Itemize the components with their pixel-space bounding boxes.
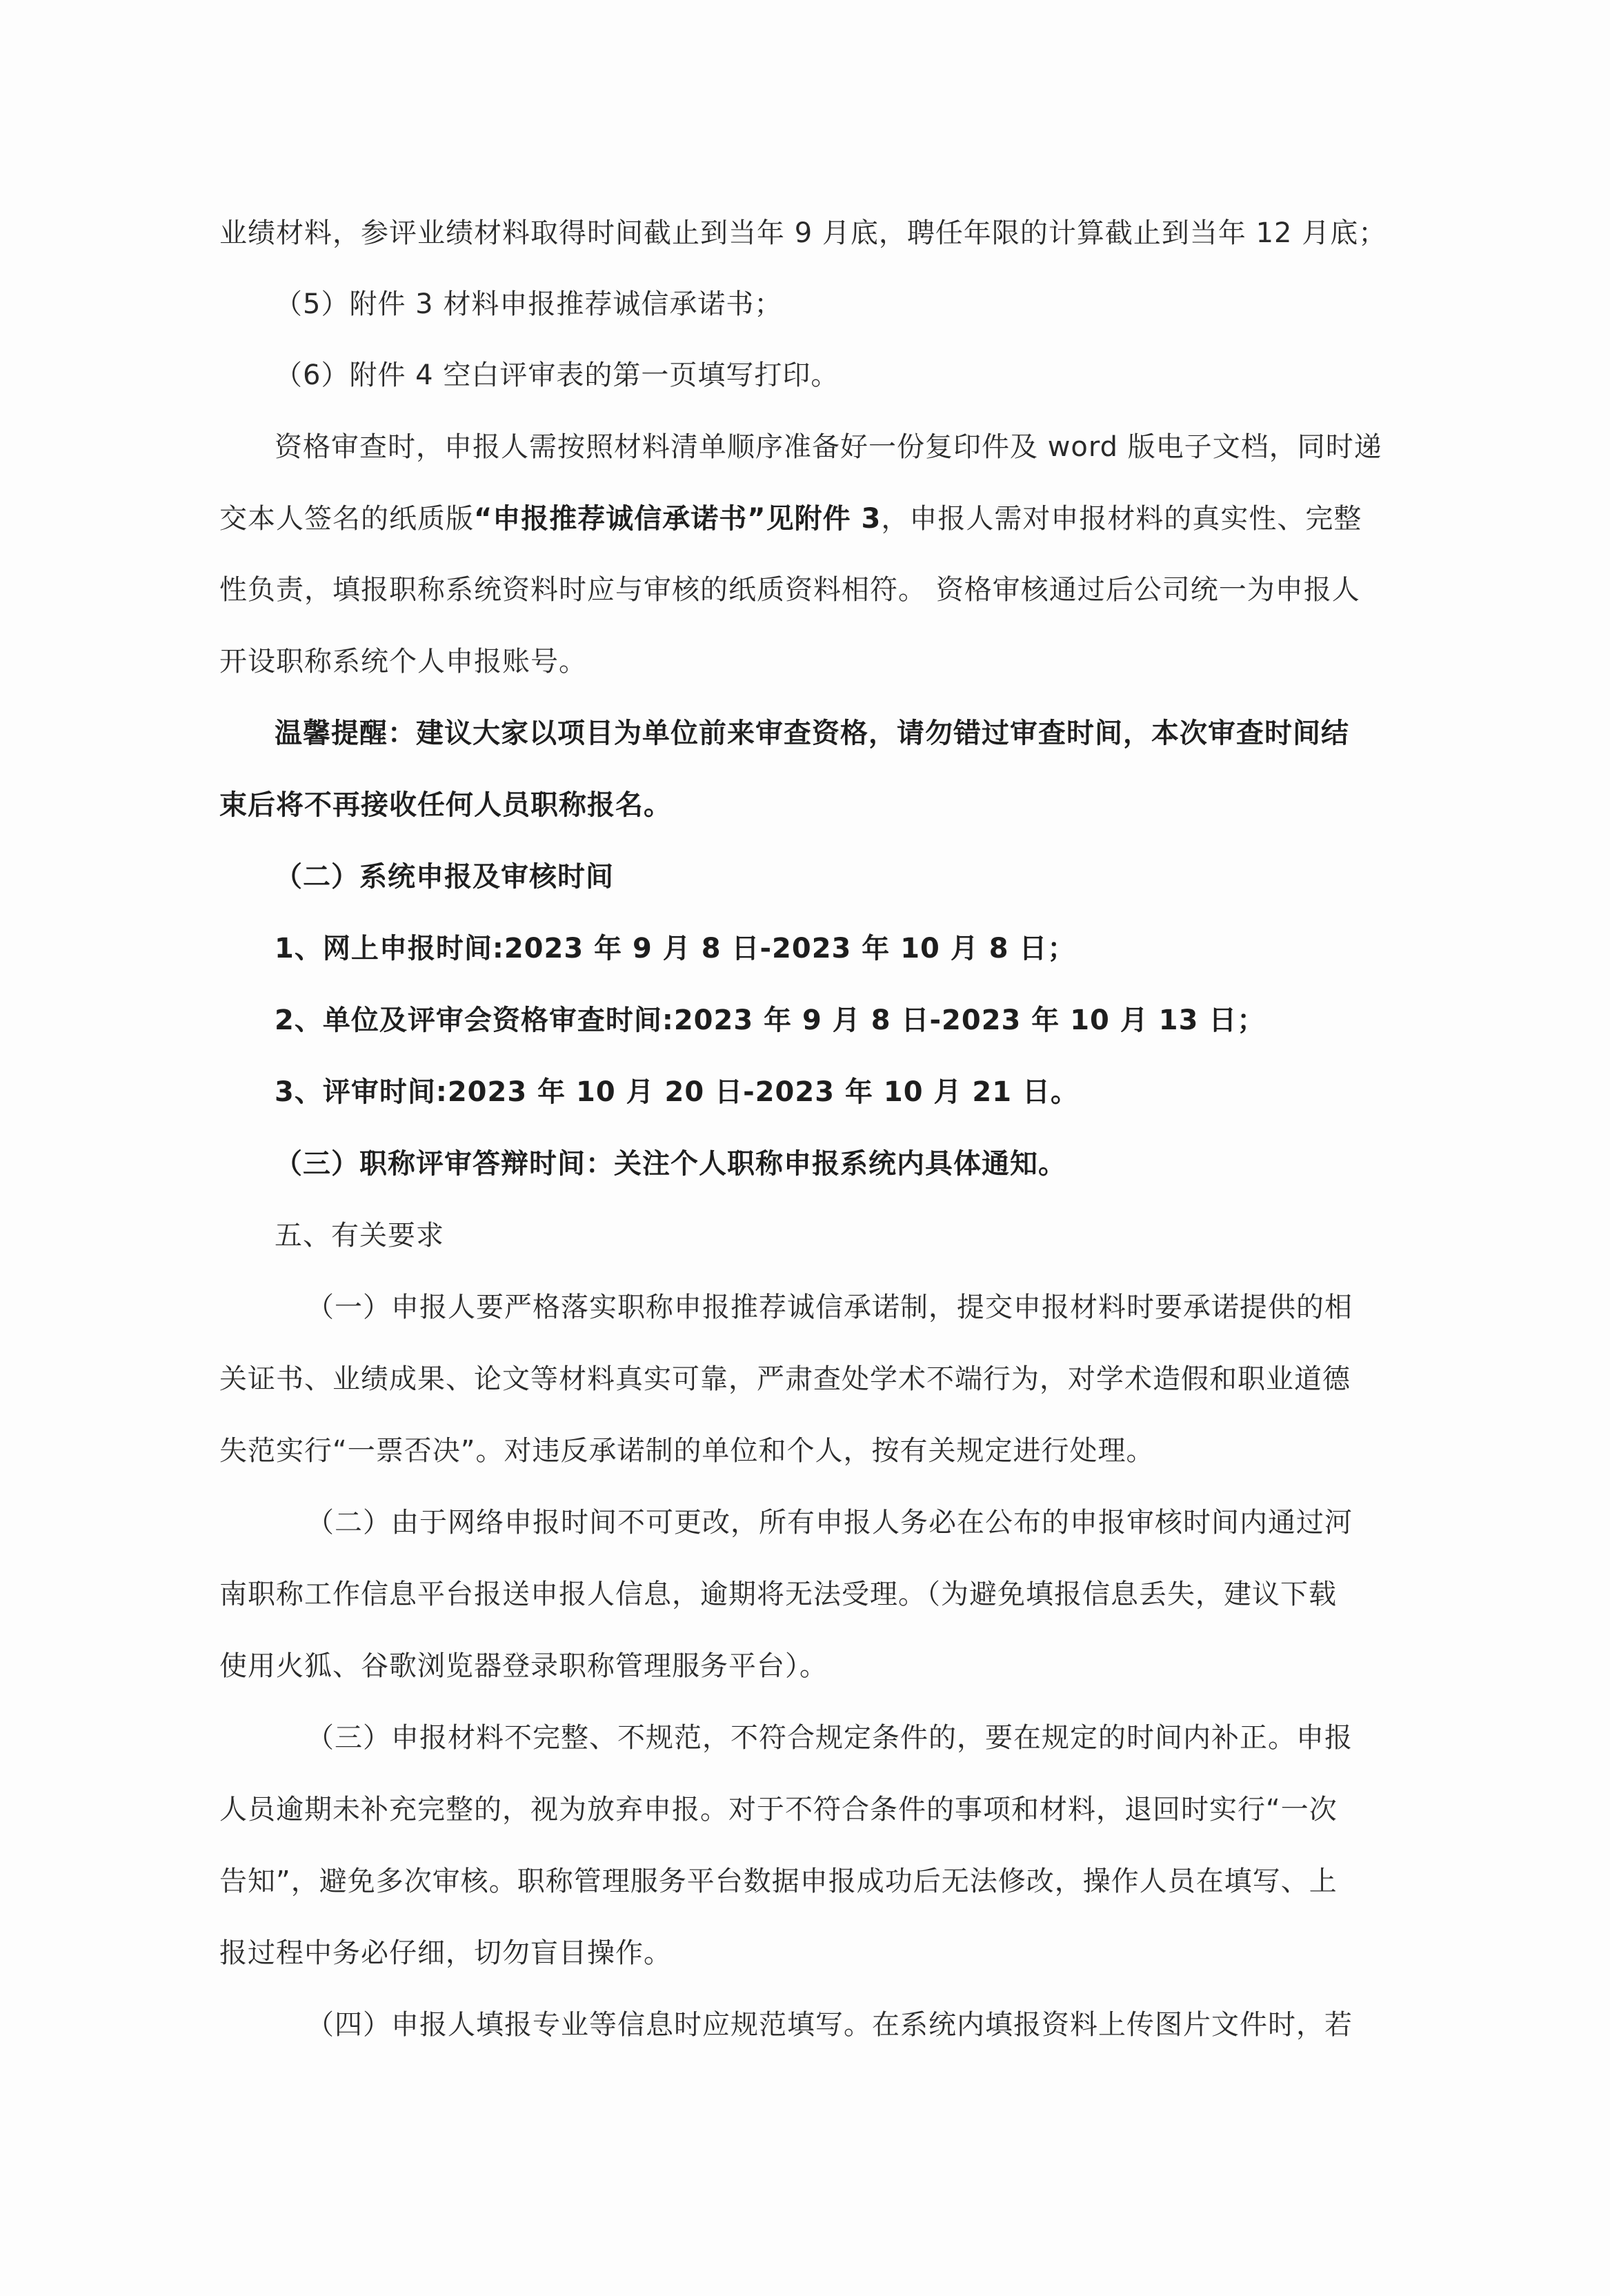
paragraph-line: （6）附件 4 空白评审表的第一页填写打印。 (275, 359, 839, 391)
section-heading: （三）职称评审答辩时间：关注个人职称申报系统内具体通知。 (275, 1148, 1066, 1180)
paragraph-line: 告知”，避免多次审核。职称管理服务平台数据申报成功后无法修改，操作人员在填写、上 (219, 1866, 1338, 1897)
reminder-line: 束后将不再接收任何人员职称报名。 (219, 789, 672, 821)
paragraph-line: （一）申报人要严格落实职称申报推荐诚信承诺制，提交申报材料时要承诺提供的相 (306, 1292, 1353, 1323)
section-heading: 五、有关要求 (275, 1220, 444, 1251)
paragraph-line: 关证书、业绩成果、论文等材料真实可靠，严肃查处学术不端行为，对学术造假和职业道德 (219, 1363, 1351, 1395)
paragraph-line: （四）申报人填报专业等信息时应规范填写。在系统内填报资料上传图片文件时，若 (306, 2009, 1353, 2041)
paragraph-line: 业绩材料，参评业绩材料取得时间截止到当年 9 月底，聘任年限的计算截止到当年 12 月底； (219, 217, 1387, 249)
line-text: 交本人签名的纸质版 (219, 503, 474, 535)
line-text: ，申报人需对申报材料的真实性、完整 (881, 503, 1362, 535)
paragraph-line: 资格审查时，申报人需按照材料清单顺序准备好一份复印件及 word 版电子文档，同时递 (275, 431, 1382, 463)
schedule-line: 1、网上申报时间:2023 年 9 月 8 日-2023 年 10 月 8 日； (275, 933, 1076, 964)
paragraph-line: 使用火狐、谷歌浏览器登录职称管理服务平台）。 (219, 1650, 828, 1682)
paragraph-line: （5）附件 3 材料申报推荐诚信承诺书； (275, 288, 783, 320)
reminder-line: 温馨提醒：建议大家以项目为单位前来审查资格，请勿错过审查时间，本次审查时间结 (275, 718, 1349, 749)
schedule-line: 3、评审时间:2023 年 10 月 20 日-2023 年 10 月 21 日。 (275, 1076, 1079, 1108)
paragraph-line (219, 501, 1362, 537)
paragraph-line: 开设职称系统个人申报账号。 (219, 646, 587, 677)
paragraph-line: 南职称工作信息平台报送申报人信息，逾期将无法受理。（为避免填报信息丢失，建议下载 (219, 1578, 1337, 1610)
paragraph-line: （三）申报材料不完整、不规范，不符合规定条件的，要在规定的时间内补正。申报 (306, 1722, 1353, 1754)
section-heading: （二）系统申报及审核时间 (275, 861, 614, 893)
paragraph-line: 失范实行“一票否决”。对违反承诺制的单位和个人，按有关规定进行处理。 (219, 1435, 1155, 1467)
paragraph-line: （二）由于网络申报时间不可更改，所有申报人务必在公布的申报审核时间内通过河 (306, 1507, 1353, 1538)
paragraph-line: 性负责，填报职称系统资料时应与审核的纸质资料相符。 资格审核通过后公司统一为申报人 (219, 574, 1360, 606)
paragraph-line: 人员逾期未补充完整的，视为放弃申报。对于不符合条件的事项和材料，退回时实行“一次 (219, 1794, 1338, 1825)
paragraph-line: 报过程中务必仔细，切勿盲目操作。 (219, 1937, 672, 1969)
schedule-line: 2、单位及评审会资格审查时间:2023 年 9 月 8 日-2023 年 10 月 13 日； (275, 1004, 1266, 1036)
bold-text: “申报推荐诚信承诺书”见附件 3 (474, 503, 882, 535)
